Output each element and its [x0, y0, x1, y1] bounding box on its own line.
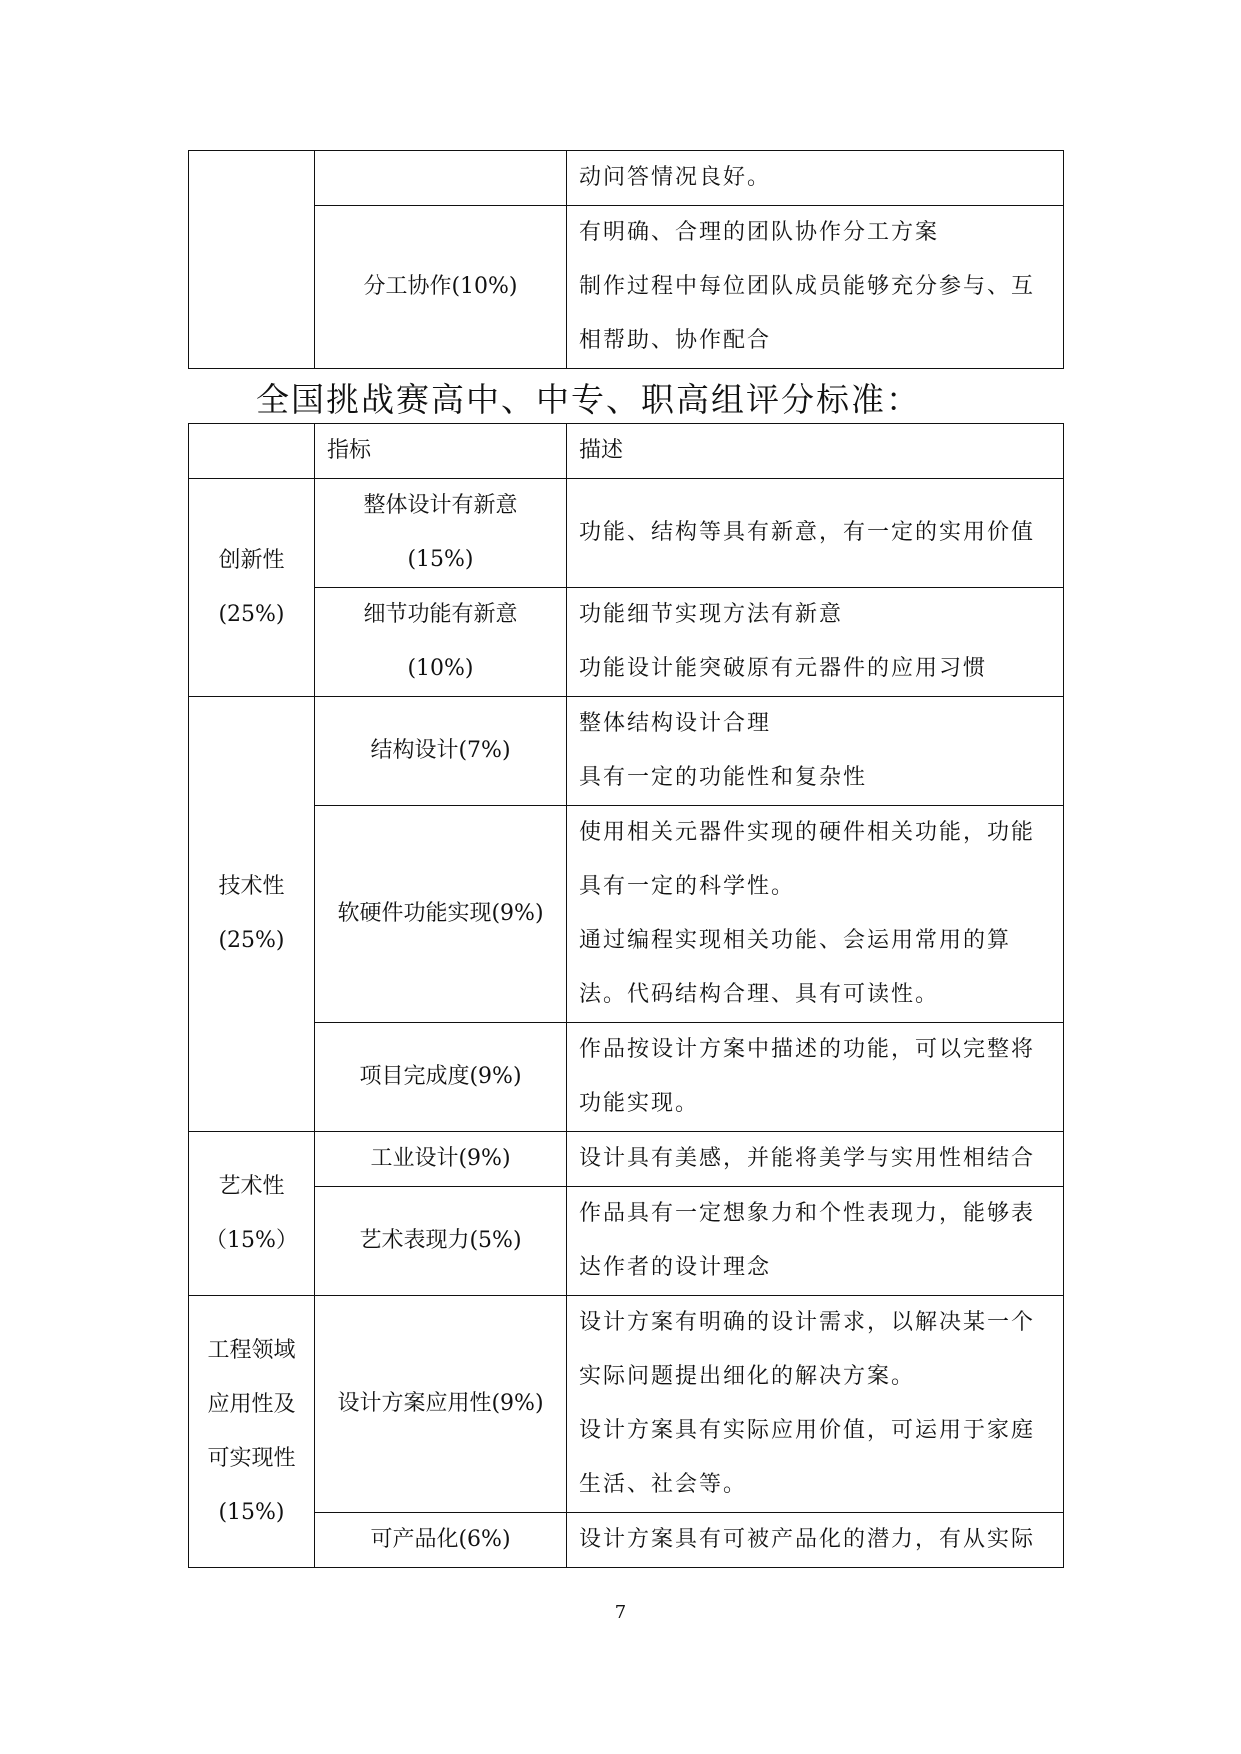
indicator-cell: [315, 806, 567, 1023]
description-cell: [567, 1187, 1064, 1296]
table-row: [189, 1023, 1064, 1132]
category-line: (25%): [218, 601, 285, 627]
category-line: 工程领域: [207, 1337, 296, 1363]
indicator-line: 可产品化(6%): [370, 1527, 511, 1552]
category-line: 应用性及: [207, 1391, 296, 1417]
indicator-line: 分工协作(10%): [363, 274, 518, 299]
category-line: 创新性: [218, 547, 285, 573]
scoring-criteria-table: [188, 423, 1064, 1568]
indicator-line: (15%): [407, 547, 474, 572]
description-line: 作品具有一定想象力和个性表现力，能够表: [579, 1201, 1036, 1226]
description-cell: [567, 1296, 1064, 1513]
category-cell: [189, 1132, 315, 1296]
description-line: 使用相关元器件实现的硬件相关功能，功能: [579, 820, 1036, 845]
indicator-cell: [315, 697, 567, 806]
description-line: 功能、结构等具有新意，有一定的实用价值: [579, 520, 1036, 545]
description-line: 设计方案具有可被产品化的潜力，有从实际: [579, 1527, 1036, 1552]
table-row: [189, 1132, 1064, 1187]
header-description-cell: 描述: [567, 424, 1064, 479]
description-line: 制作过程中每位团队成员能够充分参与、互: [579, 274, 1036, 299]
indicator-line: 结构设计(7%): [370, 738, 511, 763]
table-row: [189, 1187, 1064, 1296]
table-row: [189, 206, 1064, 369]
description-cell: [567, 1132, 1064, 1187]
indicator-cell: [315, 588, 567, 697]
description-cell: [567, 697, 1064, 806]
indicator-line: 软硬件功能实现(9%): [337, 901, 544, 926]
indicator-line: 艺术表现力(5%): [359, 1228, 522, 1253]
category-line: (25%): [218, 928, 285, 953]
table-row: [189, 1296, 1064, 1513]
page-number: 7: [614, 1602, 627, 1623]
category-line: （15%）: [205, 1227, 298, 1253]
description-line: 整体结构设计合理: [579, 711, 772, 736]
description-line: 达作者的设计理念: [579, 1255, 772, 1280]
indicator-cell: [315, 206, 567, 369]
indicator-line: 工业设计(9%): [370, 1146, 511, 1171]
description-cell: [567, 479, 1064, 588]
description-line: 功能实现。: [579, 1091, 700, 1116]
description-cell: [567, 1023, 1064, 1132]
table-row: [189, 151, 1064, 206]
header-category-cell: [189, 424, 315, 479]
description-cell: [567, 588, 1064, 697]
description-line: 设计方案有明确的设计需求，以解决某一个: [579, 1310, 1036, 1335]
category-line: 技术性: [218, 874, 285, 899]
category-line: 艺术性: [218, 1173, 285, 1199]
header-indicator-cell: 指标: [315, 424, 567, 479]
description-line: 实际问题提出细化的解决方案。: [579, 1364, 916, 1389]
description-line: 设计方案具有实际应用价值，可运用于家庭: [579, 1418, 1036, 1443]
table-row: [189, 806, 1064, 1023]
description-line: 具有一定的功能性和复杂性: [579, 765, 868, 790]
description-line: 有明确、合理的团队协作分工方案: [579, 220, 940, 245]
indicator-line: 项目完成度(9%): [359, 1064, 522, 1089]
indicator-cell: [315, 479, 567, 588]
table-row: [189, 588, 1064, 697]
indicator-line: 设计方案应用性(9%): [337, 1391, 544, 1416]
description-cell: [567, 206, 1064, 369]
indicator-cell: [315, 151, 567, 206]
indicator-cell: [315, 1023, 567, 1132]
indicator-cell: [315, 1187, 567, 1296]
description-line: 功能设计能突破原有元器件的应用习惯: [579, 656, 988, 681]
description-line: 具有一定的科学性。: [579, 874, 796, 899]
table-row: [189, 697, 1064, 806]
description-line: 设计具有美感，并能将美学与实用性相结合: [579, 1146, 1036, 1171]
description-line: 通过编程实现相关功能、会运用常用的算: [579, 928, 1012, 953]
category-cell: [189, 1296, 315, 1568]
description-line: 法。代码结构合理、具有可读性。: [579, 982, 940, 1007]
description-cell: [567, 806, 1064, 1023]
indicator-cell: [315, 1296, 567, 1513]
description-cell: [567, 151, 1064, 206]
description-cell: [567, 1513, 1064, 1568]
previous-criteria-table: [188, 150, 1064, 369]
indicator-cell: [315, 1513, 567, 1568]
indicator-cell: [315, 1132, 567, 1187]
category-line: (15%): [218, 1499, 285, 1525]
description-line: 功能细节实现方法有新意: [579, 602, 844, 627]
description-line: 相帮助、协作配合: [579, 328, 772, 353]
table-header-row: [189, 424, 1064, 479]
scoring-table-body: [189, 424, 1064, 1568]
table-row: [189, 1513, 1064, 1568]
indicator-line: 整体设计有新意: [363, 493, 518, 518]
description-line: 动问答情况良好。: [579, 165, 772, 190]
category-cell: [189, 479, 315, 697]
indicator-line: (10%): [407, 656, 474, 681]
description-line: 作品按设计方案中描述的功能，可以完整将: [579, 1037, 1036, 1062]
table-row: [189, 479, 1064, 588]
description-line: 生活、社会等。: [579, 1472, 748, 1497]
category-cell: [189, 697, 315, 1132]
category-line: 可实现性: [207, 1445, 296, 1471]
indicator-line: 细节功能有新意: [363, 602, 518, 627]
category-cell: [189, 151, 315, 369]
section-heading: 全国挑战赛高中、中专、职高组评分标准：: [256, 380, 921, 419]
